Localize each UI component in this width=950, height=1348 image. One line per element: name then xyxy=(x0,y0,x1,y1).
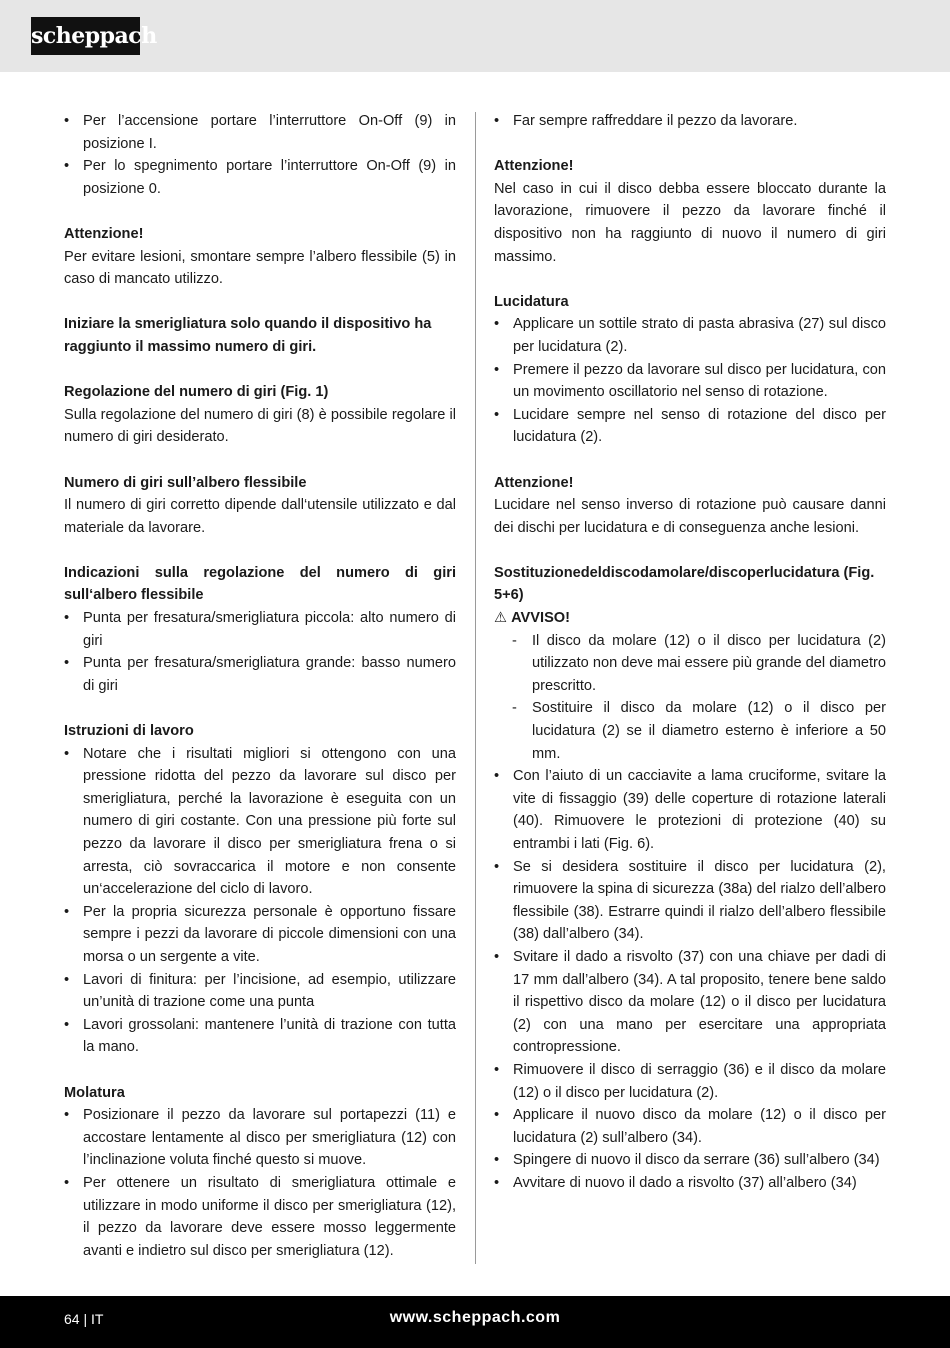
left-column xyxy=(64,110,456,1262)
bullet-icon: • xyxy=(494,406,500,423)
list-item-text: Per lo spegnimento portare l’interruttore On-Off (9) in posizione 0. xyxy=(83,158,456,197)
warning-triangle-icon: ⚠ xyxy=(494,610,508,627)
list-item-text: Sostituire il disco da molare (12) o il disco per lucidatura (2) se il diametro esterno è inferiore a 50 mm. xyxy=(532,700,886,762)
work-instructions-list xyxy=(64,743,456,1059)
bullet-icon: - xyxy=(512,700,517,717)
bullet-icon: • xyxy=(64,971,70,988)
list-item xyxy=(494,313,886,358)
list-item xyxy=(64,743,456,901)
bullet-icon: • xyxy=(64,610,70,627)
bullet-icon: • xyxy=(494,316,500,333)
right-column xyxy=(494,110,886,1195)
list-item xyxy=(494,110,886,133)
disc-replacement-heading: Sostituzionedeldiscodamolare/discoperlucidatura (Fig. 5+6) xyxy=(494,564,875,604)
list-item xyxy=(494,765,886,855)
list-item xyxy=(64,155,456,200)
switch-list xyxy=(64,110,456,200)
bullet-icon: • xyxy=(64,903,70,920)
list-item-text: Svitare il dado a risvolto (37) con una chiave per dadi di 17 mm dall’albero (34). A tal proposito, tenere bene saldo il rispettivo disco da molare (12) o il disco per lucidatura (2) con una mano per esercitare una appropriata contropressione. xyxy=(513,948,886,1056)
scheppach-logo: scheppach xyxy=(31,17,140,55)
website-url[interactable]: www.scheppach.com xyxy=(389,1309,561,1326)
list-item-text: Punta per fresatura/smerigliatura piccola: alto numero di giri xyxy=(83,610,456,649)
work-instructions-heading: Istruzioni di lavoro xyxy=(64,723,194,740)
footer-bar xyxy=(0,1296,950,1348)
list-item xyxy=(494,359,886,404)
list-item-text: Posizionare il pezzo da lavorare sul portapezzi (11) e accostare lentamente al disco per smerigliatura (12) con l’inclinazione voluta finché questo si muove. xyxy=(83,1107,456,1169)
list-item xyxy=(64,1104,456,1172)
speed-regulation-text: Sulla regolazione del numero di giri (8) è possibile regolare il numero di giri desiderato. xyxy=(64,406,456,446)
bullet-icon: • xyxy=(494,1107,500,1124)
list-item xyxy=(494,630,886,698)
list-item-text: Lavori di finitura: per l’incisione, ad esempio, utilizzare un’unità di trazione come una punta xyxy=(83,971,456,1011)
bullet-icon: • xyxy=(494,768,500,785)
bullet-icon: • xyxy=(64,1174,70,1191)
shaft-speed-heading: Numero di giri sull’albero flessibile xyxy=(64,474,307,491)
bullet-icon: • xyxy=(64,1107,70,1124)
list-item xyxy=(494,1059,886,1104)
list-item xyxy=(494,697,886,765)
list-item-text: Per l’accensione portare l’interruttore On-Off (9) in posizione I. xyxy=(83,113,456,152)
speed-indications-list xyxy=(64,607,456,697)
list-item xyxy=(64,969,456,1014)
list-item xyxy=(64,901,456,969)
start-grinding-note: Iniziare la smerigliatura solo quando il dispositivo ha raggiunto il massimo numero di giri. xyxy=(64,316,432,355)
disc-replacement-list xyxy=(494,765,886,1194)
list-item-text: Spingere di nuovo il disco da serrare (36) sull’albero (34) xyxy=(513,1152,880,1169)
attention-heading-3: Attenzione! xyxy=(494,474,574,491)
list-item-text: Per ottenere un risultato di smerigliatura ottimale e utilizzare in modo uniforme il disco per smerigliatura (12), il pezzo da lavorare deve essere mosso leggermente avanti e indietro sul disco per smerigliatura (12). xyxy=(83,1174,456,1259)
list-item-text: Applicare il nuovo disco da molare (12) o il disco per lucidatura (2) sull’albero (34). xyxy=(513,1107,886,1146)
bullet-icon: • xyxy=(64,745,70,762)
list-item-text: Il disco da molare (12) o il disco per lucidatura (2) utilizzato non deve mai essere più grande del diametro prescritto. xyxy=(532,632,886,694)
bullet-icon: - xyxy=(512,632,517,649)
list-item-text: Notare che i risultati migliori si ottengono con una pressione ridotta del pezzo da lavorare sul disco per smerigliatura, perché la lavorazione è eseguita con un numero di giri costante. Con una pressione più forte sul pezzo da lavorare il disco per smerigliatura frena o si arresta, ciò sovraccarica il motore e non consente un‘accelerazione del ciclo di lavoro. xyxy=(83,745,456,898)
list-item xyxy=(64,1014,456,1059)
list-item xyxy=(494,946,886,1059)
bullet-icon: • xyxy=(494,948,500,965)
warning-label xyxy=(494,607,886,630)
header-bar xyxy=(0,0,950,72)
speed-indications-heading: Indicazioni sulla regolazione del numero di giri sull‘albero flessibile xyxy=(64,564,456,604)
page-number: 64 | IT xyxy=(64,1311,104,1327)
list-item xyxy=(494,404,886,449)
list-item xyxy=(494,1172,886,1195)
list-item xyxy=(494,856,886,946)
list-item-text: Se si desidera sostituire il disco per lucidatura (2), rimuovere la spina di sicurezza (38a) del rialzo dell’albero flessibile (38). Estrarre quindi il rialzo dell’albero flessibile (38) dall’albero (34). xyxy=(513,858,886,943)
list-item-text: Rimuovere il disco di serraggio (36) e il disco da molare (12) o il disco per lucidatura (2). xyxy=(513,1061,886,1101)
grinding-list xyxy=(64,1104,456,1262)
bullet-icon: • xyxy=(494,113,500,129)
cooling-list xyxy=(494,110,886,133)
polishing-heading: Lucidatura xyxy=(494,293,569,310)
list-item xyxy=(494,1149,886,1172)
list-item-text: Applicare un sottile strato di pasta abrasiva (27) sul disco per lucidatura (2). xyxy=(513,316,886,355)
list-item-text: Con l’aiuto di un cacciavite a lama cruciforme, svitare la vite di fissaggio (39) delle coperture di rotazione laterali (40). Rimuovere le protezioni di protezione (40) su entrambi i lati (Fig. 6). xyxy=(513,768,886,852)
list-item-text: Punta per fresatura/smerigliatura grande: basso numero di giri xyxy=(83,655,456,694)
bullet-icon: • xyxy=(64,158,70,175)
speed-regulation-heading: Regolazione del numero di giri (Fig. 1) xyxy=(64,384,329,401)
column-divider xyxy=(475,112,476,1264)
bullet-icon: • xyxy=(494,1061,500,1078)
bullet-icon: • xyxy=(494,858,500,875)
attention-heading: Attenzione! xyxy=(64,225,144,242)
list-item-text: Lucidare sempre nel senso di rotazione del disco per lucidatura (2). xyxy=(513,406,886,446)
list-item xyxy=(494,1104,886,1149)
attention-text: Per evitare lesioni, smontare sempre l’albero flessibile (5) in caso di mancato utilizzo. xyxy=(64,248,456,288)
list-item xyxy=(64,607,456,652)
grinding-heading: Molatura xyxy=(64,1084,125,1101)
polishing-list xyxy=(494,313,886,449)
list-item-text: Far sempre raffreddare il pezzo da lavorare. xyxy=(513,113,798,129)
bullet-icon: • xyxy=(64,113,70,129)
bullet-icon: • xyxy=(64,1016,70,1033)
warning-text: AVVISO! xyxy=(511,610,571,627)
attention-heading-2: Attenzione! xyxy=(494,158,574,175)
bullet-icon: • xyxy=(64,655,70,672)
bullet-icon: • xyxy=(494,361,500,378)
list-item xyxy=(64,1172,456,1262)
list-item-text: Per la propria sicurezza personale è opportuno fissare sempre i pezzi da lavorare di piccole dimensioni con una morsa o un sergente a vite. xyxy=(83,903,456,965)
list-item-text: Premere il pezzo da lavorare sul disco per lucidatura, con un movimento oscillatorio nel senso di rotazione. xyxy=(513,361,886,401)
warning-list xyxy=(494,630,886,766)
list-item-text: Avvitare di nuovo il dado a risvolto (37) all’albero (34) xyxy=(513,1174,857,1191)
shaft-speed-text: Il numero di giri corretto dipende dall‘utensile utilizzato e dal materiale da lavorare. xyxy=(64,497,456,536)
attention-text-3: Lucidare nel senso inverso di rotazione può causare danni dei dischi per lucidatura e di conseguenza anche lesioni. xyxy=(494,497,886,536)
list-item-text: Lavori grossolani: mantenere l’unità di trazione con tutta la mano. xyxy=(83,1016,456,1056)
bullet-icon: • xyxy=(494,1152,500,1169)
attention-text-2: Nel caso in cui il disco debba essere bloccato durante la lavorazione, rimuovere il pezzo da lavorare finché il dispositivo non ha raggiunto di nuovo il numero di giri massimo. xyxy=(494,180,886,265)
list-item xyxy=(64,110,456,155)
bullet-icon: • xyxy=(494,1174,500,1191)
list-item xyxy=(64,652,456,697)
